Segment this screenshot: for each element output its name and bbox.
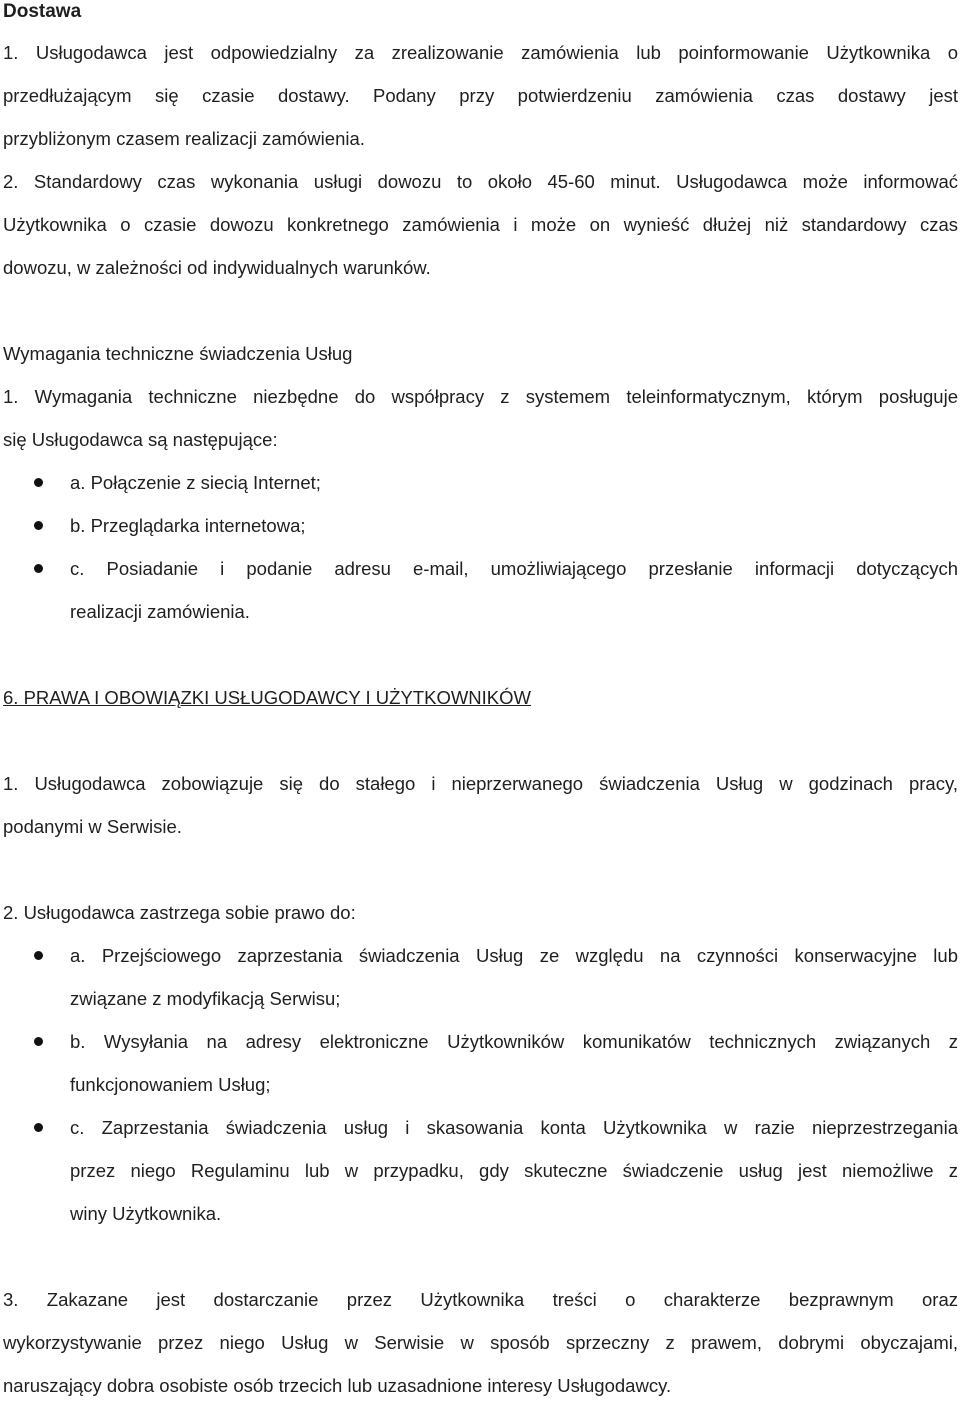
list-item-text: związane z modyfikacją Serwisu;: [70, 988, 341, 1009]
list-item-text: b. Wysyłania na adresy elektroniczne Użytkowników komunikatów technicznych związanych z: [70, 1031, 958, 1052]
heading-dostawa: Dostawa: [3, 1, 82, 22]
text-line: przybliżonym czasem realizacji zamówienia.: [3, 128, 365, 149]
list-item-text: b. Przeglądarka internetowa;: [70, 515, 306, 536]
list-item-text: c. Posiadanie i podanie adresu e-mail, umożliwiającego przesłanie informacji dotyczących: [70, 558, 958, 579]
document-page: [3, 0, 958, 1407]
text-line: naruszający dobra osobiste osób trzecich lub uzasadnione interesy Usługodawcy.: [3, 1375, 672, 1396]
text-line: się Usługodawca są następujące:: [3, 429, 278, 450]
list-item: [3, 934, 958, 1020]
text-line: wykorzystywanie przez niego Usług w Serwisie w sposób sprzeczny z prawem, dobrymi obyczajami,: [3, 1332, 958, 1353]
bullet-icon: [34, 521, 43, 530]
list-item: [3, 1020, 958, 1106]
list-item-text: funkcjonowaniem Usług;: [70, 1074, 271, 1095]
text-line: 3. Zakazane jest dostarczanie przez Użytkownika treści o charakterze bezprawnym oraz: [3, 1289, 958, 1310]
list-item-text: przez niego Regulaminu lub w przypadku, gdy skuteczne świadczenie usług jest niemożliwe z: [70, 1160, 958, 1181]
list-item-text: a. Przejściowego zaprzestania świadczenia Usług ze względu na czynności konserwacyjne lub: [70, 945, 958, 966]
heading-rights-obligations: 6. PRAWA I OBOWIĄZKI USŁUGODAWCY I UŻYTKOWNIKÓW: [3, 687, 531, 708]
text-line: przedłużającym się czasie dostawy. Podany przy potwierdzeniu zamówienia czas dostawy jest: [3, 85, 958, 106]
paragraph-delivery-1: [3, 31, 958, 160]
bullet-icon: [34, 951, 43, 960]
paragraph-delivery-2: [3, 160, 958, 289]
bullet-icon: [34, 564, 43, 573]
tech-requirements-list: [3, 461, 958, 633]
text-line: dowozu, w zależności od indywidualnych warunków.: [3, 257, 431, 278]
bullet-icon: [34, 1123, 43, 1132]
list-item: [3, 547, 958, 633]
text-line: 1. Usługodawca jest odpowiedzialny za zrealizowanie zamówienia lub poinformowanie Użytkownika o: [3, 42, 958, 63]
list-item: [3, 504, 958, 547]
text-line: 2. Standardowy czas wykonania usługi dowozu to około 45-60 minut. Usługodawca może informować: [3, 171, 958, 192]
list-item-text: a. Połączenie z siecią Internet;: [70, 472, 321, 493]
list-item-text: c. Zaprzestania świadczenia usług i skasowania konta Użytkownika w razie nieprzestrzegania: [70, 1117, 958, 1138]
text-line: 2. Usługodawca zastrzega sobie prawo do:: [3, 902, 356, 923]
paragraph-rights-1: [3, 762, 958, 848]
bullet-icon: [34, 478, 43, 487]
paragraph-tech-1: [3, 375, 958, 461]
list-item: [3, 1106, 958, 1235]
heading-tech-requirements: Wymagania techniczne świadczenia Usług: [3, 343, 353, 364]
text-line: podanymi w Serwisie.: [3, 816, 182, 837]
text-line: 1. Wymagania techniczne niezbędne do współpracy z systemem teleinformatycznym, którym posługuje: [3, 386, 958, 407]
bullet-icon: [34, 1037, 43, 1046]
text-line: 1. Usługodawca zobowiązuje się do stałego i nieprzerwanego świadczenia Usług w godzinach pracy,: [3, 773, 958, 794]
list-item: [3, 461, 958, 504]
paragraph-rights-2: [3, 891, 958, 934]
list-item-text: realizacji zamówienia.: [70, 601, 250, 622]
list-item-text: winy Użytkownika.: [70, 1203, 222, 1224]
text-line: Użytkownika o czasie dowozu konkretnego zamówienia i może on wynieść dłużej niż standardowy czas: [3, 214, 958, 235]
paragraph-rights-3: [3, 1278, 958, 1407]
rights-list: [3, 934, 958, 1235]
